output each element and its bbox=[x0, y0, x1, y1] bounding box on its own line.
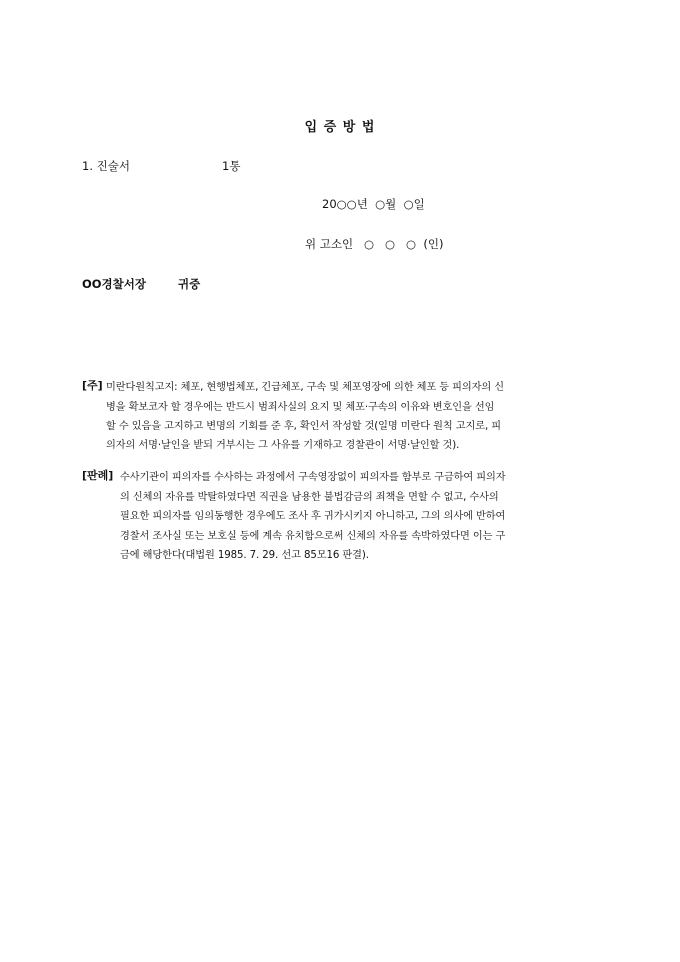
recipient-office: OO경찰서장 bbox=[82, 277, 146, 291]
date-line: 20○○년 ○월 ○일 bbox=[322, 197, 425, 211]
recipient-honorific: 귀중 bbox=[178, 277, 201, 291]
precedent-line: 수사기관이 피의자를 수사하는 과정에서 구속영장없이 피의자를 함부로 구금하여 피의자 bbox=[120, 472, 506, 483]
evidence-item-count: 1통 bbox=[222, 159, 241, 173]
page-title: 입 증 방 법 bbox=[304, 120, 376, 135]
precedent-line: 경찰서 조사실 또는 보호실 등에 계속 유치함으로써 신체의 자유를 속박하였다면 이는 구 bbox=[120, 531, 506, 542]
note-line: 할 수 있음을 고지하고 변명의 기회를 준 후, 확인서 작성할 것(일명 미란다 원칙 고지로, 피 bbox=[106, 421, 502, 432]
note-line: 의자의 서명·날인을 받되 거부시는 그 사유를 기재하고 경찰관이 서명·날인할 것). bbox=[106, 440, 460, 451]
precedent-line: 의 신체의 자유를 박탈하였다면 직권을 남용한 불법감금의 죄책을 면할 수 없고, 수사의 bbox=[120, 492, 499, 503]
precedent-line: 필요한 피의자를 임의동행한 경우에도 조사 후 귀가시키지 아니하고, 그의 의사에 반하여 bbox=[120, 511, 506, 522]
precedent-line: 금에 해당한다(대법원 1985. 7. 29. 선고 85모16 판결). bbox=[120, 550, 369, 561]
note-line: 미란다원칙고지: 체포, 현행법체포, 긴급체포, 구속 및 체포영장에 의한 체포 등 피의자의 신 bbox=[106, 382, 504, 393]
evidence-item-label: 1. 진술서 bbox=[82, 159, 130, 173]
precedent-tag: [판례] bbox=[82, 469, 114, 482]
note-tag: [주] bbox=[82, 379, 103, 392]
signature-line: 위 고소인 ○ ○ ○ (인) bbox=[305, 237, 444, 251]
note-line: 병을 확보코자 할 경우에는 반드시 범죄사실의 요지 및 체포·구속의 이유와 변호인을 선임 bbox=[106, 402, 495, 413]
